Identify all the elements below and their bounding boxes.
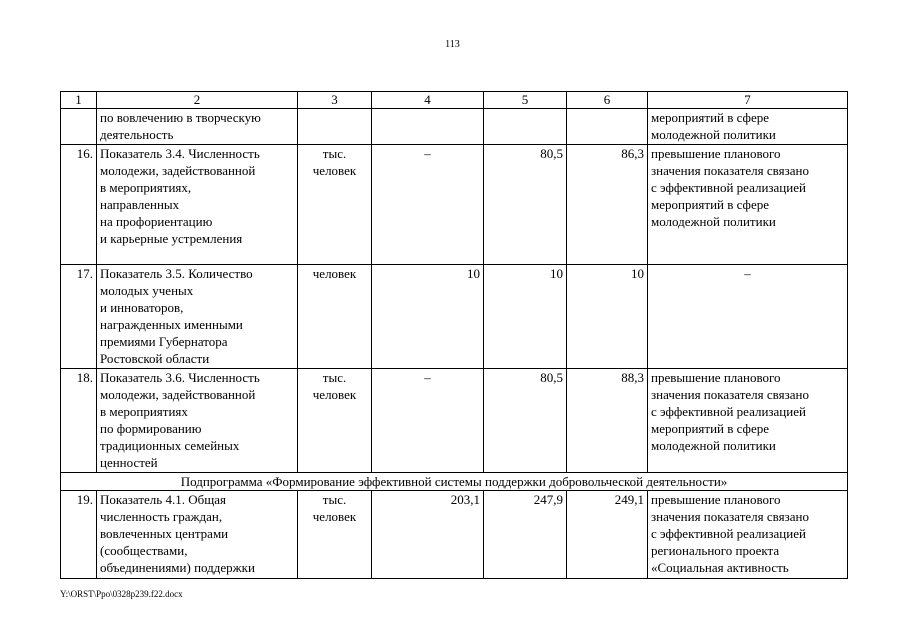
- indicators-table: [60, 91, 848, 579]
- value-cell-5: 247,9: [484, 491, 567, 579]
- indicator-name: по вовлечению в творческую деятельность: [97, 109, 298, 145]
- value-cell-4: 10: [372, 265, 484, 369]
- value-cell-4: –: [372, 369, 484, 473]
- comment-cell: превышение планового значения показателя связано с эффективной реализацией мероприятий в сфере молодежной политики: [648, 369, 848, 473]
- section-row: [61, 473, 848, 491]
- table-header-row: [61, 92, 848, 109]
- comment-cell: превышение планового значения показателя связано с эффективной реализацией регионального проекта «Социальная активность: [648, 491, 848, 579]
- table-row: [61, 145, 848, 265]
- value-cell-4: –: [372, 145, 484, 265]
- header-cell-1: 1: [61, 92, 97, 109]
- file-path-footer: Y:\ORST\Ppo\0328p239.f22.docx: [60, 589, 183, 599]
- value-cell-5: 10: [484, 265, 567, 369]
- header-cell-2: 2: [97, 92, 298, 109]
- row-number: [61, 109, 97, 145]
- value-cell-5: [484, 109, 567, 145]
- value-cell-6: 249,1: [567, 491, 648, 579]
- value-cell-6: [567, 109, 648, 145]
- value-cell-6: 86,3: [567, 145, 648, 265]
- unit-cell: [298, 109, 372, 145]
- table-row: [61, 369, 848, 473]
- page-number: 113: [445, 39, 460, 50]
- subprogram-title: Подпрограмма «Формирование эффективной системы поддержки добровольческой деятельности»: [61, 473, 848, 491]
- row-number: 16.: [61, 145, 97, 265]
- header-cell-3: 3: [298, 92, 372, 109]
- value-cell-5: 80,5: [484, 145, 567, 265]
- indicator-name: Показатель 4.1. Общая численность граждан, вовлеченных центрами (сообществами, объединениями) поддержки: [97, 491, 298, 579]
- row-number: 19.: [61, 491, 97, 579]
- value-cell-4: 203,1: [372, 491, 484, 579]
- row-number: 18.: [61, 369, 97, 473]
- unit-cell: человек: [298, 265, 372, 369]
- row-number: 17.: [61, 265, 97, 369]
- indicator-name: Показатель 3.6. Численность молодежи, задействованной в мероприятиях по формированию традиционных семейных ценностей: [97, 369, 298, 473]
- header-cell-5: 5: [484, 92, 567, 109]
- header-cell-7: 7: [648, 92, 848, 109]
- value-cell-6: 10: [567, 265, 648, 369]
- value-cell-5: 80,5: [484, 369, 567, 473]
- comment-cell: –: [648, 265, 848, 369]
- value-cell-4: [372, 109, 484, 145]
- unit-cell: тыс. человек: [298, 491, 372, 579]
- header-cell-4: 4: [372, 92, 484, 109]
- unit-cell: тыс. человек: [298, 369, 372, 473]
- comment-cell: мероприятий в сфере молодежной политики: [648, 109, 848, 145]
- table-row: [61, 265, 848, 369]
- table-row: [61, 109, 848, 145]
- comment-cell: превышение планового значения показателя связано с эффективной реализацией мероприятий в сфере молодежной политики: [648, 145, 848, 265]
- header-cell-6: 6: [567, 92, 648, 109]
- unit-cell: тыс. человек: [298, 145, 372, 265]
- indicator-name: Показатель 3.5. Количество молодых ученых и инноваторов, награжденных именными премиями Губернатора Ростовской области: [97, 265, 298, 369]
- value-cell-6: 88,3: [567, 369, 648, 473]
- indicator-name: Показатель 3.4. Численность молодежи, задействованной в мероприятиях, направленных на профориентацию и карьерные устремления: [97, 145, 298, 265]
- table-row: [61, 491, 848, 579]
